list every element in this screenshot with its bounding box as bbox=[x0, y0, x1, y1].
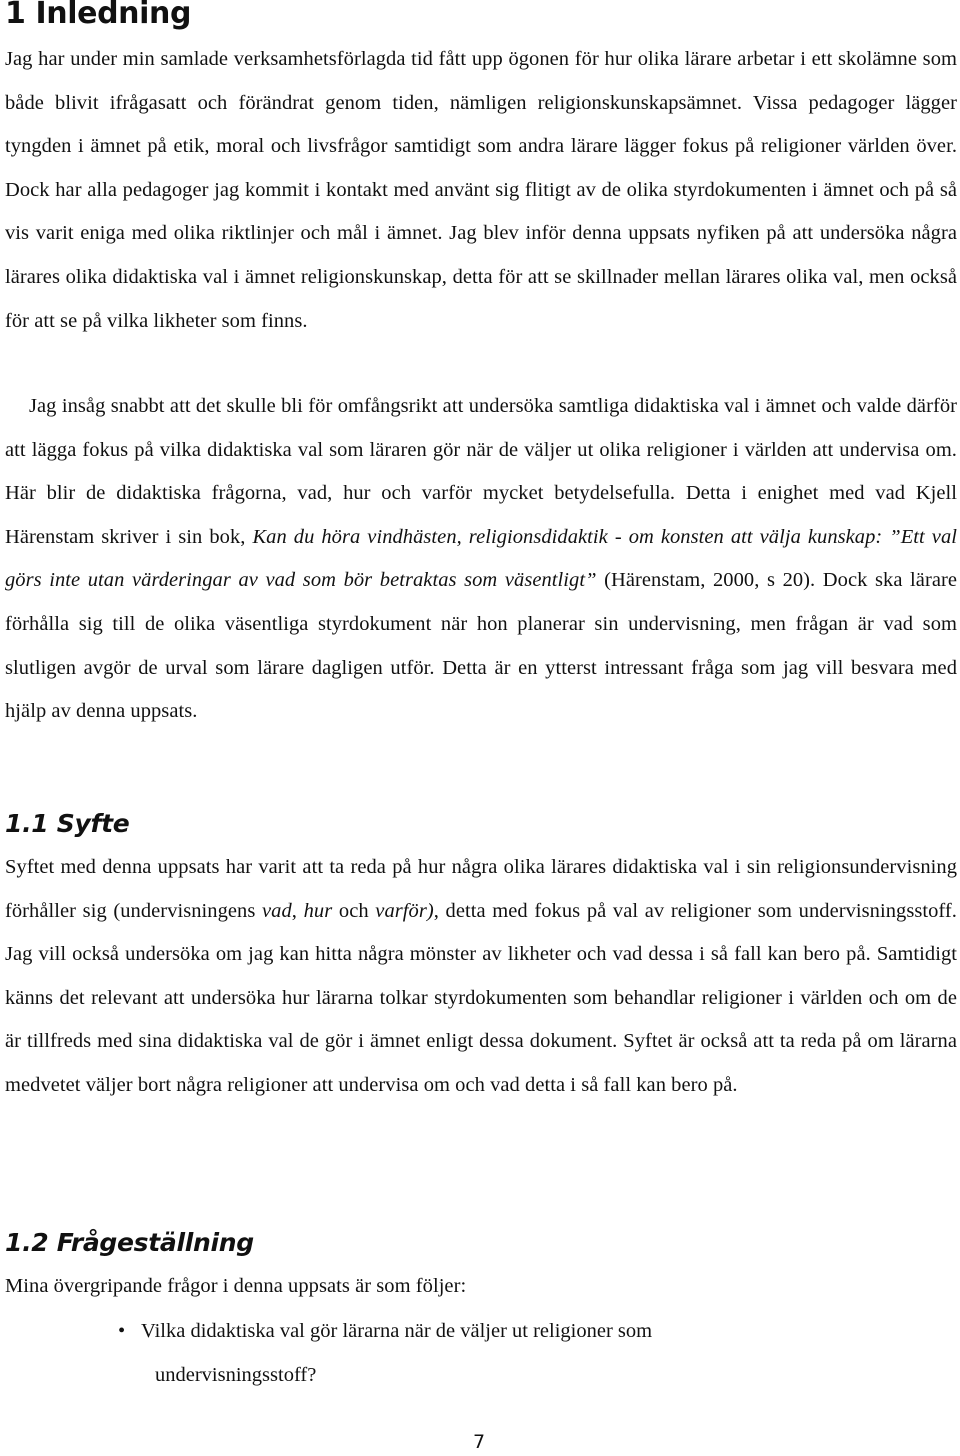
term-hur: hur bbox=[303, 899, 333, 922]
book-title: Kan du höra vindhästen, religionsdidaktik - om konsten att välja kunskap: ”Ett val görs inte utan värderingar av vad som bör betraktas som väsentligt” bbox=[5, 525, 957, 592]
separator: och bbox=[332, 899, 376, 922]
paragraph-syfte bbox=[5, 846, 957, 1108]
paragraph-inledning-2 bbox=[5, 385, 957, 734]
document-page bbox=[5, 0, 957, 1456]
paragraph-fragestallning-intro bbox=[5, 1265, 957, 1309]
section-heading-fragestallning: 1.2 Frågeställning bbox=[5, 1228, 254, 1257]
page-number: 7 bbox=[473, 1431, 486, 1453]
question-list bbox=[5, 1310, 957, 1397]
paragraph-text-start: Jag insåg snabbt att det skulle bli för omfångsrikt att undersöka samtliga didaktiska val i ämnet och valde därför att lägga fokus på vilka didaktiska val som läraren gör när de väljer ut olika religioner i världen att undervisa om. Här blir de didaktiska frågorna, vad, hur och varför mycket betydelsefulla. Detta i enighet med vad Kjell Härenstam skriver i sin bok, bbox=[5, 395, 957, 548]
paragraph-text-start: Syftet med denna uppsats har varit att ta reda på hur några olika lärares didaktiska val i sin religionsundervisning förhåller sig (undervisningens bbox=[5, 856, 957, 922]
list-item-text-line1: Vilka didaktiska val gör lärarna när de väljer ut religioner som bbox=[141, 1320, 653, 1342]
separator: , bbox=[291, 899, 304, 922]
term-varfor: varför) bbox=[375, 899, 434, 922]
term-vad: vad bbox=[262, 899, 292, 922]
bullet-icon: • bbox=[118, 1320, 126, 1342]
section-heading-syfte: 1.1 Syfte bbox=[5, 809, 130, 838]
paragraph-inledning-1 bbox=[5, 38, 957, 343]
section-heading-inledning: 1 Inledning bbox=[5, 0, 192, 31]
paragraph-text: Mina övergripande frågor i denna uppsats är som följer: bbox=[5, 1275, 467, 1297]
list-item bbox=[5, 1310, 957, 1397]
list-item-text-line2: undervisningsstoff? bbox=[155, 1363, 317, 1386]
paragraph-text-end: , detta med fokus på val av religioner som undervisningsstoff. Jag vill också undersöka om jag kan hitta några mönster av likheter och vad dessa i så fall kan bero på. Samtidigt känns det relevant att undersöka hur lärarna tolkar styrdokumenten som behandlar religioner i världen och om de är tillfreds med sina didaktiska val de gör i ämnet enligt dessa dokument. Syftet är också att ta reda på om lärarna medvetet väljer bort några religioner att undervisa om och vad detta i så fall kan bero på. bbox=[5, 899, 957, 1096]
paragraph-text: Jag har under min samlade verksamhetsförlagda tid fått upp ögonen för hur olika lärare arbetar i ett skolämne som både blivit ifrågasatt och förändrat genom tiden, nämligen religionskunskapsämnet. Vissa pedagoger lägger tyngden i ämnet på etik, moral och livsfrågor samtidigt som andra lärare lägger fokus på religioner världen över. Dock har alla pedagoger jag kommit i kontakt med använt sig flitigt av de olika styrdokumenten i ämnet och på så vis varit eniga med olika riktlinjer och mål i ämnet. Jag blev inför denna uppsats nyfiken på att undersöka några lärares olika didaktiska val i ämnet religionskunskap, detta för att se skillnader mellan lärares olika val, men också för att se på vilka likheter som finns. bbox=[5, 48, 957, 332]
paragraph-text-end: (Härenstam, 2000, s 20). Dock ska lärare förhålla sig till de olika väsentliga styrdokument när hon planerar sin undervisning, men frågan är vad som slutligen avgör de urval som lärare dagligen utför. Detta är en ytterst intressant fråga som jag vill besvara med hjälp av denna uppsats. bbox=[5, 569, 957, 723]
